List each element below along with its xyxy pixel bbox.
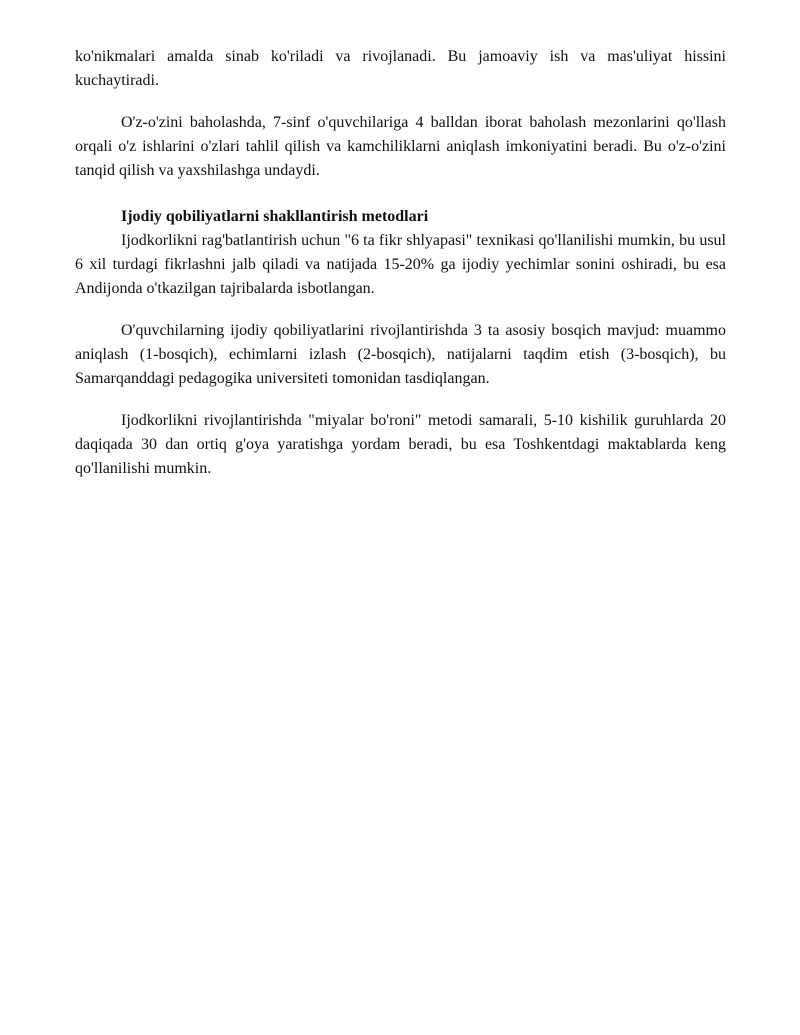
section-heading: Ijodiy qobiliyatlarni shakllantirish metodlari <box>121 208 429 225</box>
paragraph-continuation: ko'nikmalari amalda sinab ko'riladi va rivojlanadi. Bu jamoaviy ish va mas'uliyat hissini kuchaytiradi. <box>75 48 726 89</box>
paragraph-six-hats: Ijodkorlikni rag'batlantirish uchun "6 ta fikr shlyapasi" texnikasi qo'llanilishi mumkin, bu usul 6 xil turdagi fikrlashni jalb qiladi va natijada 15-20% ga ijodiy yechimlar sonini oshiradi, bu esa Andijonda o'tkazilgan tajribalarda isbotlangan. <box>75 232 726 297</box>
paragraph-brainstorm: Ijodkorlikni rivojlantirishda "miyalar bo'roni" metodi samarali, 5-10 kishilik guruhlarda 20 daqiqada 30 dan ortiq g'oya yaratishga yordam beradi, bu esa Toshkentdagi maktablarda keng qo'llanilishi mumkin. <box>75 412 726 477</box>
section-creative-methods <box>75 205 726 481</box>
document-page <box>75 45 726 499</box>
paragraph-self-assessment: O'z-o'zini baholashda, 7-sinf o'quvchilariga 4 balldan iborat baholash mezonlarini qo'llash orqali o'z ishlarini o'zlari tahlil qilish va kamchiliklarni aniqlash imkoniyatini beradi. Bu o'z-o'zini tanqid qilish va yaxshilashga undaydi. <box>75 114 726 179</box>
paragraph-three-stages: O'quvchilarning ijodiy qobiliyatlarini rivojlantirishda 3 ta asosiy bosqich mavjud: muammo aniqlash (1-bosqich), echimlarni izlash (2-bosqich), natijalarni taqdim etish (3-bosqich), bu Samarqanddagi pedagogika universiteti tomonidan tasdiqlangan. <box>75 322 726 387</box>
